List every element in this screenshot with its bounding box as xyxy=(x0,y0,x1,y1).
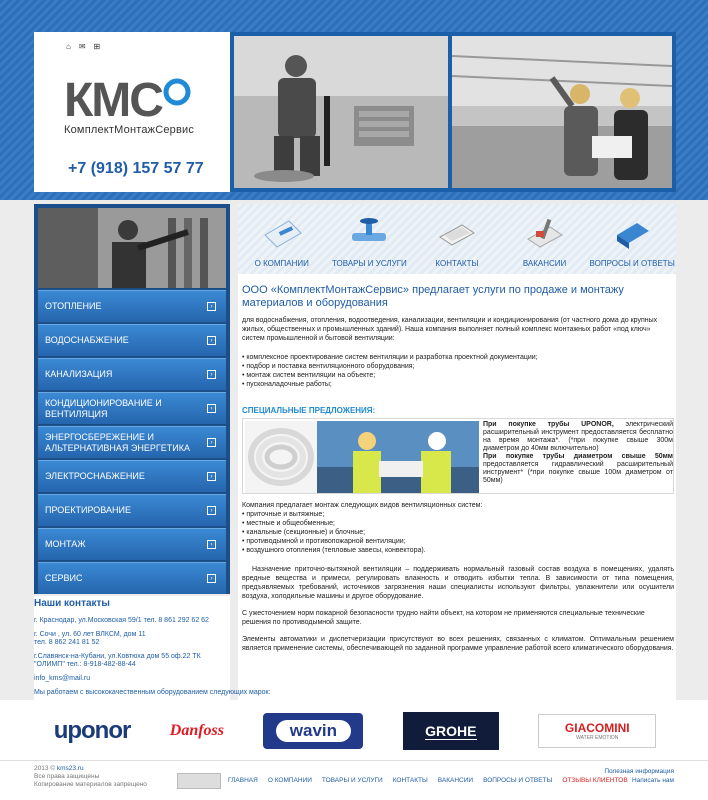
main-content xyxy=(238,204,676,704)
brand-wavin[interactable]: wavin xyxy=(263,713,363,749)
nav-item-contacts[interactable]: КОНТАКТЫ xyxy=(413,204,501,274)
brands-row xyxy=(34,702,676,760)
footer-link-faq[interactable]: ВОПРОСЫ И ОТВЕТЫ xyxy=(483,777,553,784)
services-list: • комплексное проектирование систем вентиляции и разработка проектной документации; • подбор и поставка вентиляционного оборудования; • монтаж систем вентиляции на объекте; • пусконаладочные работы; xyxy=(242,354,538,388)
mount-types-list: • приточные и вытяжные; • местные и общеобменные; • канальные (секционные) и блочные; • противодымной и противопожарной вентиляции; • воздушного отопления (тепловые завесы, конвектора). xyxy=(242,511,426,554)
special-offers-title: СПЕЦИАЛЬНЫЕ ПРЕДЛОЖЕНИЯ: xyxy=(242,406,376,415)
footer xyxy=(0,760,708,800)
sidebar-item-electricity[interactable]: ЭЛЕКТРОСНАБЖЕНИЕ › xyxy=(38,460,226,492)
footer-right-links xyxy=(604,767,674,785)
logo[interactable] xyxy=(64,76,204,122)
footer-link-products[interactable]: ТОВАРЫ И УСЛУГИ xyxy=(321,777,383,784)
pipe-valve-icon xyxy=(346,215,392,253)
tools-icon xyxy=(522,215,568,253)
chevron-right-icon: › xyxy=(207,370,216,379)
contact-slavyansk: г.Славянск-на-Кубани, ул.Ковтюха дом 55 оф.22 ТК "ОЛИМП" тел.: 8-918-482-88-44 xyxy=(34,653,201,668)
brand-grohe[interactable]: GROHE xyxy=(403,712,499,750)
sidebar-item-service[interactable]: СЕРВИС › xyxy=(38,562,226,594)
home-icon[interactable]: ⌂ xyxy=(66,42,71,51)
phone-number[interactable]: +7 (918) 157 57 77 xyxy=(68,160,204,177)
intro-text: для водоснабжения, отопления, водоотведения, канализации, вентиляции и кондиционирования (от частного дома до крупных жилых, общественных и промышленных зданий). Наша компания выполняет полный комплекс монтажных работ «под ключ» систем промышленной и бытовой вентиляции: • комплексное проектирование систем вентиляции и разработка проектной документации; • подбор и поставка вентиляционного оборудования; • монтаж систем вентиляции на объекте; • пусконаладочные работы; xyxy=(242,316,674,389)
svg-text:КМС: КМС xyxy=(64,76,162,122)
contact-email[interactable]: info_kms@mail.ru xyxy=(34,675,91,682)
nav-item-faq[interactable]: ВОПРОСЫ И ОТВЕТЫ xyxy=(588,204,676,274)
chevron-right-icon: › xyxy=(207,302,216,311)
header-photo-1 xyxy=(230,32,452,192)
contacts-title: Наши контакты xyxy=(34,598,110,609)
brands-title: Мы работаем с высококачественным оборудованием следующих марок: xyxy=(34,689,271,696)
brand-giacomini[interactable]: GIACOMINI WATER EMOTION xyxy=(538,714,656,748)
book-icon xyxy=(609,215,655,253)
chevron-right-icon: › xyxy=(207,540,216,549)
write-us-link[interactable]: Написать нам xyxy=(631,777,674,784)
sidebar xyxy=(34,204,230,594)
folder-icon xyxy=(434,215,480,253)
footer-link-home[interactable]: ГЛАВНАЯ xyxy=(228,777,258,784)
logo-subtitle: КомплектМонтажСервис xyxy=(64,124,195,136)
footer-link-vacancies[interactable]: ВАКАНСИИ xyxy=(437,777,474,784)
offer-text: При покупке трубы UPONOR, электрический расширительный инструмент предоставляется бесплатно на время монтажа*. (*при покупке свыше 300м диаметром до 40мм включительно) При покупке трубы диаметром свыше 50мм предоставляется гидравлический расширительный инструмент* (*при покупке свыше 100м диаметром от 50мм) xyxy=(483,421,673,484)
intro-title: ООО «КомплектМонтажСервис» предлагает услуги по продаже и монтажу материалов и оборудования xyxy=(242,284,624,309)
sidebar-item-water-supply[interactable]: ВОДОСНАБЖЕНИЕ › xyxy=(38,324,226,356)
mounting-text: Компания предлагает монтаж следующих видов вентиляционных систем: • приточные и вытяжные; • местные и общеобменные; • канальные (секционные) и блочные; • противодымной и противопожарной вентиляции; • воздушного отопления (тепловые завесы, конвектора). Назначение приточно-вытяжной вентиляции – поддерживать нормальный газовый состав воздуха в помещениях, удалять вредные вещества и примеси, регулировать влажность и отводить избытки тепла. В зависимости от типа помещения, предъявляемых требований, источников загрязнения наши специалисты используют фильтры, увлажнители или осушители воздуха, холодильные машины и другое оборудование. С ужесточением норм пожарной безопасности трудно найти объект, на котором не применяются специальные технические решения по противодымной защите. Элементы автоматики и диспетчеризации присутствуют во всех решениях, связанных с климатом. Оптимальным решением является применение системы, обеспечивающей по заданной программе управление работой всего климатического оборудования. xyxy=(242,502,674,652)
chevron-right-icon: › xyxy=(207,438,216,447)
sidebar-item-design[interactable]: ПРОЕКТИРОВАНИЕ › xyxy=(38,494,226,526)
sidebar-item-conditioning[interactable]: КОНДИЦИОНИРОВАНИЕ И ВЕНТИЛЯЦИЯ › xyxy=(38,392,226,424)
site-link[interactable]: kms23.ru xyxy=(56,765,84,772)
pipe-coil-image xyxy=(245,421,317,493)
contact-krasnodar: г. Краснодар, ул.Московская 59/1 тел. 8 861 292 62 62 xyxy=(34,617,209,624)
special-offer-banner[interactable] xyxy=(242,418,674,494)
chevron-right-icon: › xyxy=(207,472,216,481)
header-photo-2 xyxy=(448,32,676,192)
blueprint-icon xyxy=(259,215,305,253)
chevron-right-icon: › xyxy=(207,336,216,345)
sidebar-item-energy-saving[interactable]: ЭНЕРГОСБЕРЕЖЕНИЕ И АЛЬТЕРНАТИВНАЯ ЭНЕРГЕТИКА › xyxy=(38,426,226,458)
mail-icon[interactable]: ✉ xyxy=(78,42,86,51)
footer-nav xyxy=(228,777,628,784)
sidebar-photo xyxy=(38,208,226,288)
sidebar-item-sewerage[interactable]: КАНАЛИЗАЦИЯ › xyxy=(38,358,226,390)
footer-link-reviews[interactable]: ОТЗЫВЫ КЛИЕНТОВ xyxy=(562,777,628,784)
copyright: 2013 © kms23.ru Все права защищены Копирование материалов запрещено xyxy=(34,765,147,788)
useful-info-link[interactable]: Полезная информация xyxy=(604,768,674,775)
chevron-right-icon: › xyxy=(207,574,216,583)
contact-sochi: г. Сочи , ул. 60 лет ВЛКСМ, дом 11 тел. 8 862 241 81 52 xyxy=(34,631,146,646)
sidebar-item-installation[interactable]: МОНТАЖ › xyxy=(38,528,226,560)
brand-danfoss[interactable]: Danfoss xyxy=(169,722,224,739)
nav-item-about[interactable]: О КОМПАНИИ xyxy=(238,204,326,274)
nav-item-products[interactable]: ТОВАРЫ И УСЛУГИ xyxy=(326,204,414,274)
chevron-right-icon: › xyxy=(207,506,216,515)
sidebar-item-heating[interactable]: ОТОПЛЕНИЕ › xyxy=(38,290,226,322)
nav-item-vacancies[interactable]: ВАКАНСИИ xyxy=(501,204,589,274)
top-nav xyxy=(238,204,676,274)
counter-badge[interactable] xyxy=(177,773,221,789)
top-icons xyxy=(66,42,100,51)
logo-panel xyxy=(34,32,230,192)
footer-link-about[interactable]: О КОМПАНИИ xyxy=(267,777,312,784)
engineers-image xyxy=(317,421,479,493)
footer-link-contacts[interactable]: КОНТАКТЫ xyxy=(392,777,428,784)
sitemap-icon[interactable]: ⊞ xyxy=(93,42,101,51)
sidebar-menu xyxy=(38,290,226,596)
brand-uponor[interactable]: uponor xyxy=(53,717,131,744)
chevron-right-icon: › xyxy=(207,404,216,413)
